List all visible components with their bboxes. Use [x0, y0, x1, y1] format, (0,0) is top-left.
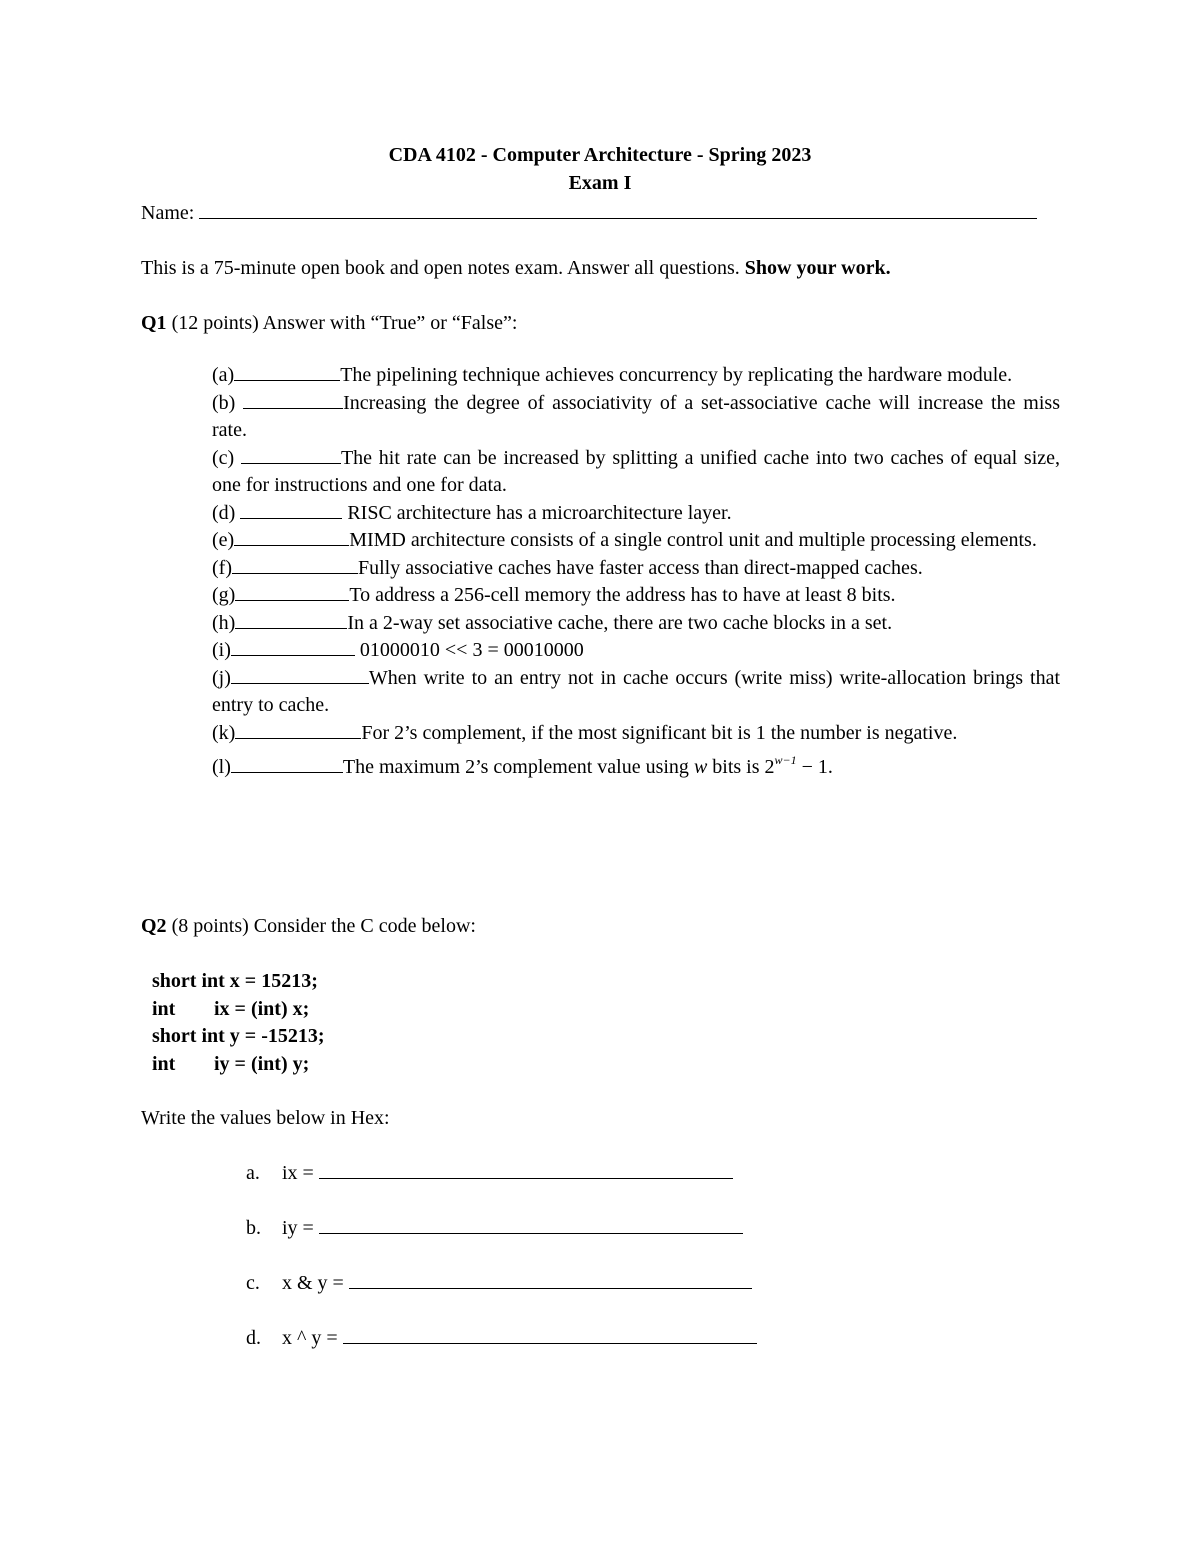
- q1-item-j: (j) When write to an entry not in cache occurs (write miss) write-allocation brings that entry to cache.: [212, 666, 1060, 716]
- answer-blank[interactable]: [231, 755, 343, 773]
- q1-item-g: (g) To address a 256-cell memory the address has to have at least 8 bits.: [212, 584, 896, 606]
- answer-a: a. ix =: [246, 1160, 733, 1187]
- answer-blank[interactable]: [231, 638, 355, 656]
- answer-blank[interactable]: [234, 528, 349, 546]
- q1-item-e: (e) MIMD architecture consists of a single control unit and multiple processing elements.: [212, 529, 1037, 551]
- q1-item-k: (k) For 2’s complement, if the most significant bit is 1 the number is negative.: [212, 721, 958, 744]
- q2-heading: [141, 913, 476, 940]
- answer-d: d. x ^ y =: [246, 1325, 757, 1352]
- answer-line[interactable]: [349, 1270, 752, 1289]
- q1-item-a: (a) The pipelining technique achieves concurrency by replicating the hardware module.: [212, 364, 1013, 386]
- write-prompt: Write the values below in Hex:: [141, 1107, 390, 1129]
- q2-label: Q2: [141, 915, 167, 937]
- answer-line[interactable]: [319, 1215, 743, 1234]
- q1-item-i: (i) 01000010 << 3 = 00010000: [212, 639, 584, 661]
- answer-blank[interactable]: [234, 363, 340, 381]
- answer-blank[interactable]: [231, 666, 369, 684]
- name-label: Name:: [141, 202, 195, 224]
- q2-prompt: (8 points) Consider the C code below:: [166, 915, 476, 937]
- answer-line[interactable]: [319, 1160, 733, 1179]
- q1-heading: [141, 310, 517, 337]
- answer-blank[interactable]: [241, 446, 341, 464]
- answer-blank[interactable]: [235, 583, 349, 601]
- q1-item-d: (d) RISC architecture has a microarchitecture layer.: [212, 501, 732, 524]
- q1-item-h: (h) In a 2-way set associative cache, there are two cache blocks in a set.: [212, 611, 893, 634]
- answer-blank[interactable]: [235, 611, 347, 629]
- q1-item-c: (c) The hit rate can be increased by splitting a unified cache into two caches of equal size, one for instructions and one for data.: [212, 446, 1061, 496]
- q1-item-f: (f) Fully associative caches have faster access than direct-mapped caches.: [212, 556, 923, 579]
- answer-blank[interactable]: [243, 391, 343, 409]
- exam-title: CDA 4102 - Computer Architecture - Spring 2023: [388, 144, 812, 166]
- code-line: int iy = (int) y;: [152, 1053, 310, 1076]
- q1-item-l: (l) The maximum 2’s complement value using w bits is $2^{w-1} - 1$.: [212, 753, 833, 778]
- answer-b: b. iy =: [246, 1215, 743, 1242]
- answer-blank[interactable]: [232, 556, 358, 574]
- exponent: w−1: [774, 753, 797, 767]
- answer-blank[interactable]: [235, 721, 361, 739]
- name-row: [141, 200, 1037, 227]
- q1-items: [212, 362, 1060, 782]
- q1-prompt: (12 points) Answer with “True” or “False”:: [166, 312, 518, 334]
- instructions-bold: Show your work.: [744, 257, 891, 279]
- instructions-text: This is a 75-minute open book and open notes exam. Answer all questions.: [141, 257, 745, 279]
- code-line: short int x = 15213;: [152, 970, 318, 992]
- instructions: [141, 255, 891, 282]
- name-field[interactable]: [199, 200, 1037, 219]
- answer-blank[interactable]: [240, 501, 342, 519]
- answer-c: c. x & y =: [246, 1270, 752, 1297]
- q1-item-b: (b) Increasing the degree of associativity of a set-associative cache will increase the miss rate.: [212, 391, 1060, 441]
- q1-label: Q1: [141, 312, 167, 334]
- answer-line[interactable]: [343, 1325, 757, 1344]
- exam-subtitle: Exam I: [568, 172, 632, 194]
- code-block: [152, 968, 325, 1079]
- code-line: int ix = (int) x;: [152, 997, 310, 1020]
- code-line: short int y = -15213;: [152, 1025, 325, 1048]
